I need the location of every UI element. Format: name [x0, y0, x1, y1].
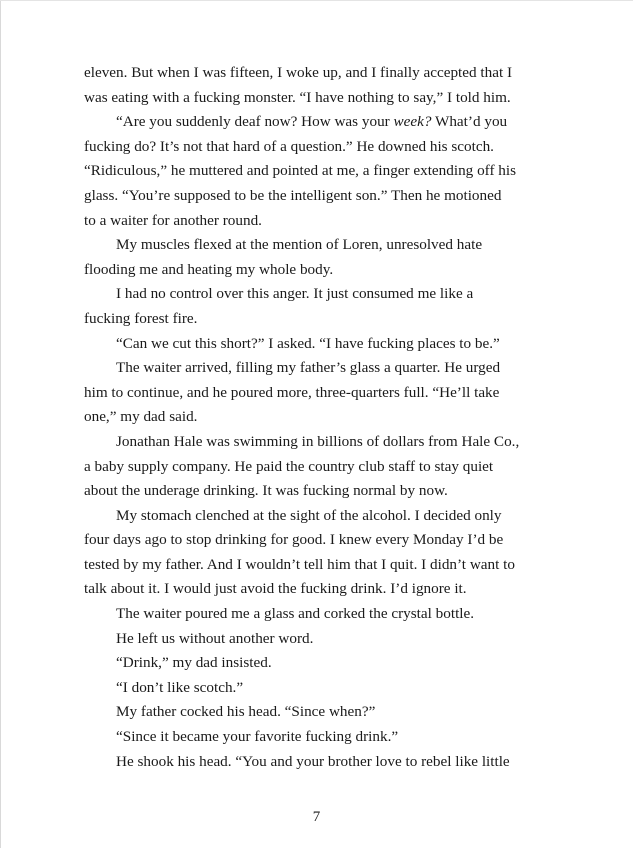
text-line: He shook his head. “You and your brother love to rebel like little: [116, 752, 510, 770]
text-line: The waiter poured me a glass and corked the crystal bottle.: [116, 605, 475, 623]
text-line: “I don’t like scotch.”: [116, 678, 244, 696]
text-line: one,” my dad said.: [84, 408, 198, 426]
text-line: about the underage drinking. It was fucking normal by now.: [84, 482, 448, 500]
text-line: “Are you suddenly deaf now? How was your week? What’d you: [116, 113, 508, 131]
page-number: 7: [312, 809, 321, 825]
paragraph: [84, 332, 556, 357]
text-line: He left us without another word.: [116, 629, 314, 647]
text-line: “Ridiculous,” he muttered and pointed at me, a finger extending off his: [84, 162, 517, 180]
text-line: My stomach clenched at the sight of the alcohol. I decided only: [116, 506, 502, 524]
text-line: “Drink,” my dad insisted.: [116, 654, 272, 672]
paragraph: [84, 700, 556, 725]
paragraph: [84, 602, 556, 627]
text-line: fucking forest fire.: [84, 309, 198, 327]
text-line: fucking do? It’s not that hard of a question.” He downed his scotch.: [84, 137, 494, 155]
body-text: [84, 61, 556, 774]
paragraph: [84, 110, 556, 233]
text-line: to a waiter for another round.: [84, 211, 262, 229]
paragraph: [84, 676, 556, 701]
text-line: eleven. But when I was fifteen, I woke up, and I finally accepted that I: [84, 64, 513, 81]
paragraph: [84, 430, 556, 504]
text-line: “Can we cut this short?” I asked. “I have fucking places to be.”: [116, 334, 500, 352]
text-line: Jonathan Hale was swimming in billions of dollars from Hale Co.,: [116, 432, 520, 450]
paragraph: [84, 233, 556, 282]
text-line: My muscles flexed at the mention of Loren, unresolved hate: [116, 236, 483, 254]
text-line: tested by my father. And I wouldn’t tell him that I quit. I didn’t want to: [84, 555, 515, 573]
text-line: a baby supply company. He paid the country club staff to stay quiet: [84, 457, 494, 475]
text-line: The waiter arrived, filling my father’s glass a quarter. He urged: [116, 359, 501, 377]
paragraph: [84, 356, 556, 430]
paragraph: [84, 282, 556, 331]
paragraph: [84, 61, 556, 110]
text-line: “Since it became your favorite fucking drink.”: [116, 728, 399, 746]
text-line: I had no control over this anger. It just consumed me like a: [116, 285, 474, 303]
paragraph: [84, 725, 556, 750]
page-edge: [0, 0, 1, 848]
paragraph: [84, 651, 556, 676]
text-line: him to continue, and he poured more, three-quarters full. “He’ll take: [84, 383, 500, 401]
text-line: glass. “You’re supposed to be the intelligent son.” Then he motioned: [84, 186, 502, 204]
paragraph: [84, 504, 556, 602]
paragraph: [84, 627, 556, 652]
text-line: talk about it. I would just avoid the fucking drink. I’d ignore it.: [84, 580, 467, 598]
text-line: My father cocked his head. “Since when?”: [116, 703, 376, 721]
text-line: four days ago to stop drinking for good. I knew every Monday I’d be: [84, 531, 504, 549]
text-line: was eating with a fucking monster. “I have nothing to say,” I told him.: [84, 88, 511, 106]
page-edge-top: [0, 0, 633, 1]
emphasis: week?: [393, 113, 432, 131]
text-line: flooding me and heating my whole body.: [84, 260, 334, 278]
paragraph: [84, 750, 556, 775]
